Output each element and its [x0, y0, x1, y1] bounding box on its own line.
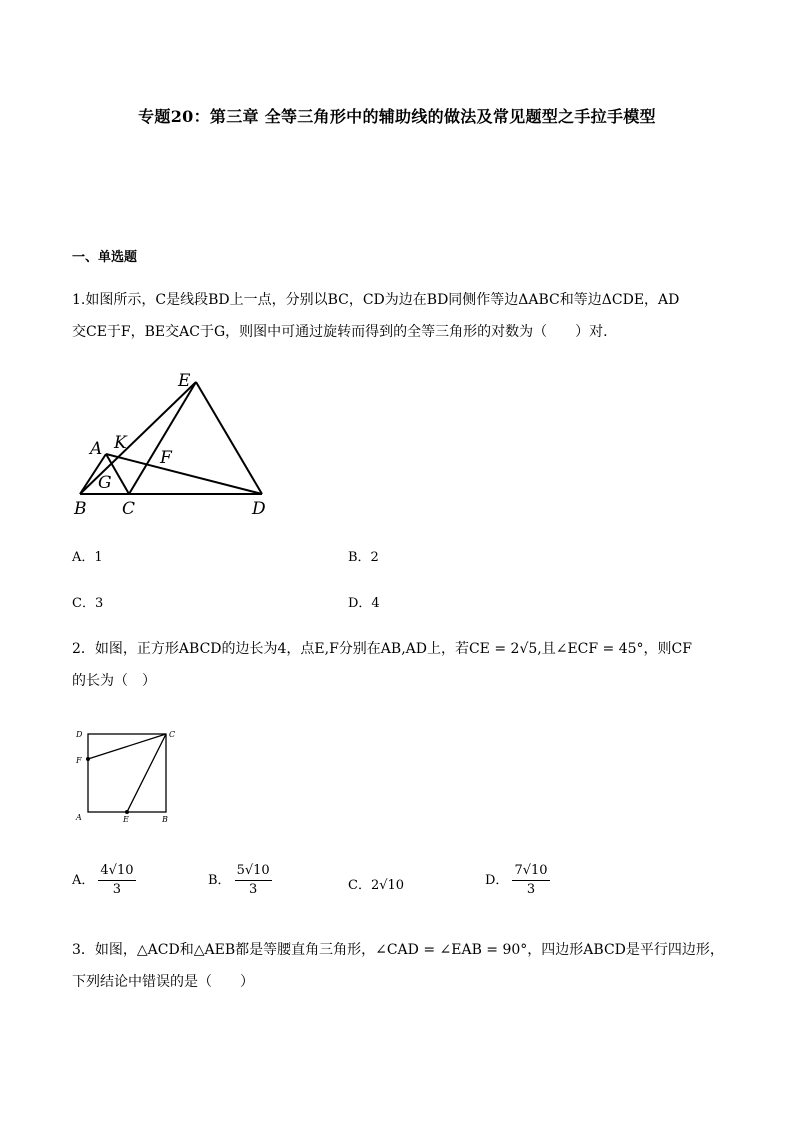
- option-prefix: D．: [485, 873, 509, 888]
- label-f: F: [160, 448, 172, 468]
- question-3-line-2: 下列结论中错误的是（ ）: [72, 974, 254, 990]
- numerator: 7√10: [512, 862, 549, 881]
- label-k: K: [114, 433, 127, 453]
- fraction: [235, 862, 272, 899]
- label-e: E: [178, 371, 191, 391]
- label-a: A: [90, 439, 103, 459]
- fraction: [98, 862, 135, 899]
- q2-option-b[interactable]: [208, 862, 272, 899]
- section-heading: 一、单选题: [72, 250, 138, 265]
- segment-ad: [106, 454, 262, 494]
- question-3-line-1: 3．如图，△ACD和△AEB都是等腰直角三角形，∠CAD = ∠EAB = 90°，四边形ABCD是平行四边形，: [72, 942, 724, 958]
- label-c: C: [122, 499, 136, 519]
- option-prefix: C．: [348, 878, 371, 893]
- label-d: D: [76, 730, 83, 739]
- question-1: [72, 284, 732, 348]
- label-d: D: [252, 499, 266, 519]
- q2-option-a[interactable]: [72, 862, 136, 899]
- question-2: [72, 633, 732, 697]
- point-e: [125, 810, 129, 814]
- q1-option-a[interactable]: A．1: [72, 550, 103, 565]
- q2-option-d[interactable]: [485, 862, 550, 899]
- question-3: [72, 934, 732, 998]
- option-value: 2√10: [370, 878, 405, 893]
- numerator: 5√10: [235, 862, 272, 881]
- q1-triangle-figure: [70, 366, 280, 522]
- q1-option-d[interactable]: D．4: [348, 596, 380, 611]
- question-1-line-1: 1.如图所示，C是线段BD上一点，分别以BC，CD为边在BD同侧作等边ΔABC和等边ΔCDE，AD: [72, 292, 680, 308]
- segment-fc: [88, 734, 166, 759]
- label-b: B: [162, 815, 168, 824]
- denominator: 3: [112, 882, 122, 897]
- label-a: A: [76, 813, 82, 822]
- question-2-line-1: 2．如图，正方形ABCD的边长为4，点E,F分别在AB,AD上，若CE = 2√5,且∠ECF = 45°，则CF: [72, 641, 692, 657]
- label-f: F: [76, 756, 82, 765]
- segment-ec: [127, 734, 166, 812]
- point-f: [86, 757, 90, 761]
- q2-option-c[interactable]: [348, 874, 404, 893]
- label-b: B: [74, 499, 87, 519]
- denominator: 3: [526, 882, 536, 897]
- question-1-line-2: 交CE于F，BE交AC于G，则图中可通过旋转而得到的全等三角形的对数为（ ）对.: [72, 324, 608, 340]
- denominator: 3: [248, 882, 258, 897]
- q1-option-c[interactable]: C．3: [72, 596, 104, 611]
- q2-square-figure: [72, 726, 184, 826]
- numerator: 4√10: [98, 862, 135, 881]
- page-title: 专题20：第三章 全等三角形中的辅助线的做法及常见题型之手拉手模型: [138, 107, 656, 126]
- option-prefix: B．: [208, 873, 231, 888]
- fraction: [512, 862, 549, 899]
- segment-ed: [196, 382, 262, 494]
- square-abcd: [88, 734, 166, 812]
- option-prefix: A．: [72, 873, 95, 888]
- label-g: G: [98, 473, 112, 493]
- label-c: C: [169, 730, 176, 739]
- question-2-line-2: 的长为（ ）: [72, 673, 156, 689]
- q1-option-b[interactable]: B．2: [348, 550, 379, 565]
- label-e: E: [123, 815, 129, 824]
